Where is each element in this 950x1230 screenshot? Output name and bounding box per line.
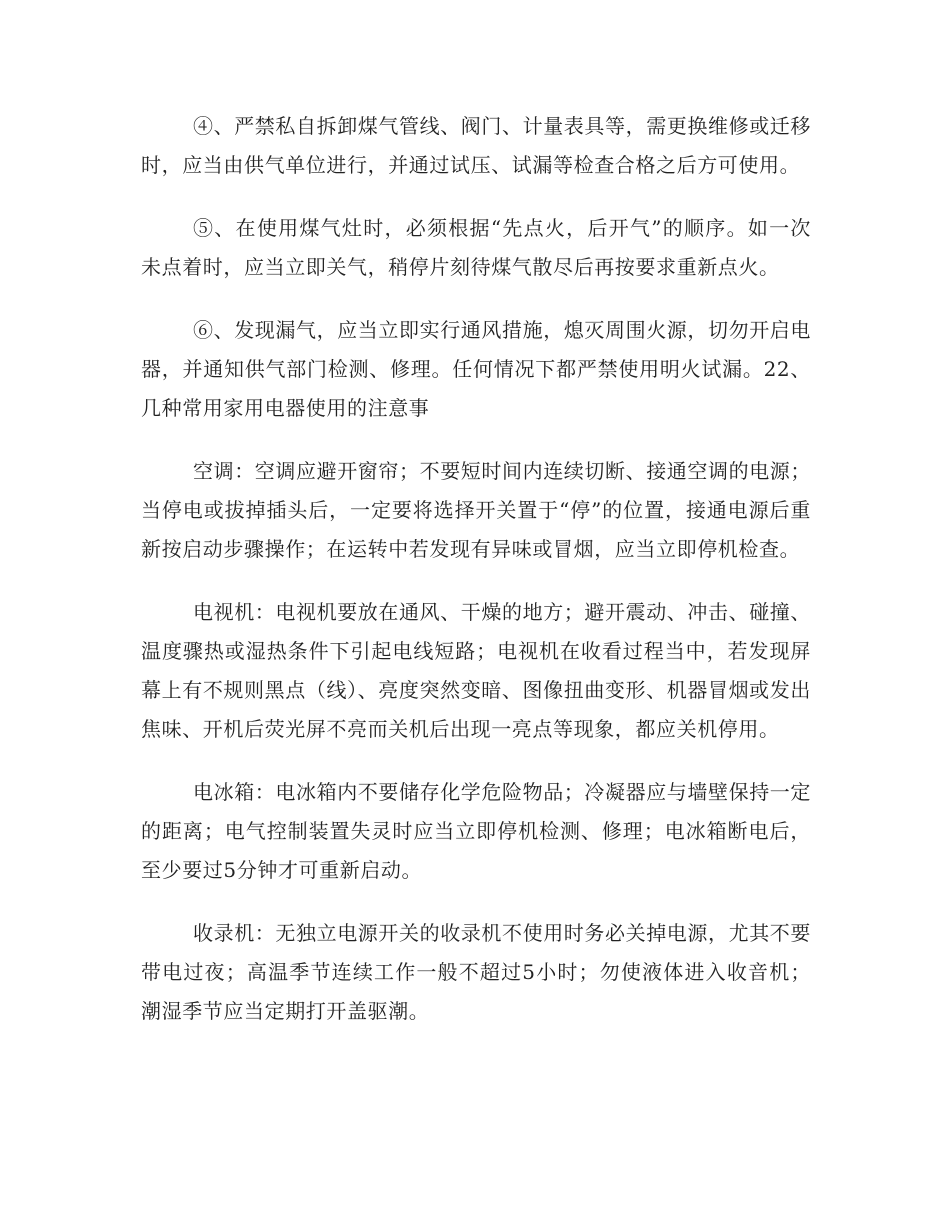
paragraph-air-conditioner: 空调：空调应避开窗帘；不要短时间内连续切断、接通空调的电源；当停电或拔掉插头后，一定要将选择开关置于“停”的位置，接通电源后重新按启动步骤操作；在运转中若发现有异味或冒烟，应当立即停机检查。 — [141, 459, 811, 561]
paragraph-gas-leak: ⑥、发现漏气，应当立即实行通风措施，熄灭周围火源，切勿开启电器，并通知供气部门检测、修理。任何情况下都严禁使用明火试漏。22、几种常用家用电器使用的注意事 — [141, 318, 811, 420]
paragraph-refrigerator: 电冰箱：电冰箱内不要储存化学危险物品；冷凝器应与墙壁保持一定的距离；电气控制装置失灵时应当立即停机检测、修理；电冰箱断电后，至少要过5分钟才可重新启动。 — [141, 780, 811, 882]
paragraph-radio-recorder: 收录机：无独立电源开关的收录机不使用时务必关掉电源，尤其不要带电过夜；高温季节连续工作一般不超过5小时；勿使液体进入收音机；潮湿季节应当定期打开盖驱潮。 — [141, 921, 811, 1023]
paragraph-television: 电视机：电视机要放在通风、干燥的地方；避开震动、冲击、碰撞、温度骤热或湿热条件下引起电线短路；电视机在收看过程当中，若发现屏幕上有不规则黑点（线）、亮度突然变暗、图像扭曲变形、机器冒烟或发出焦味、开机后荧光屏不亮而关机后出现一亮点等现象，都应关机停用。 — [141, 600, 811, 741]
paragraph-gas-stove-ignition: ⑤、在使用煤气灶时，必须根据“先点火，后开气”的顺序。如一次未点着时，应当立即关气，稍停片刻待煤气散尽后再按要求重新点火。 — [141, 216, 811, 279]
paragraph-gas-disassembly: ④、严禁私自拆卸煤气管线、阀门、计量表具等，需更换维修或迁移时，应当由供气单位进行，并通过试压、试漏等检查合格之后方可使用。 — [141, 114, 811, 177]
document-body — [141, 107, 811, 1055]
